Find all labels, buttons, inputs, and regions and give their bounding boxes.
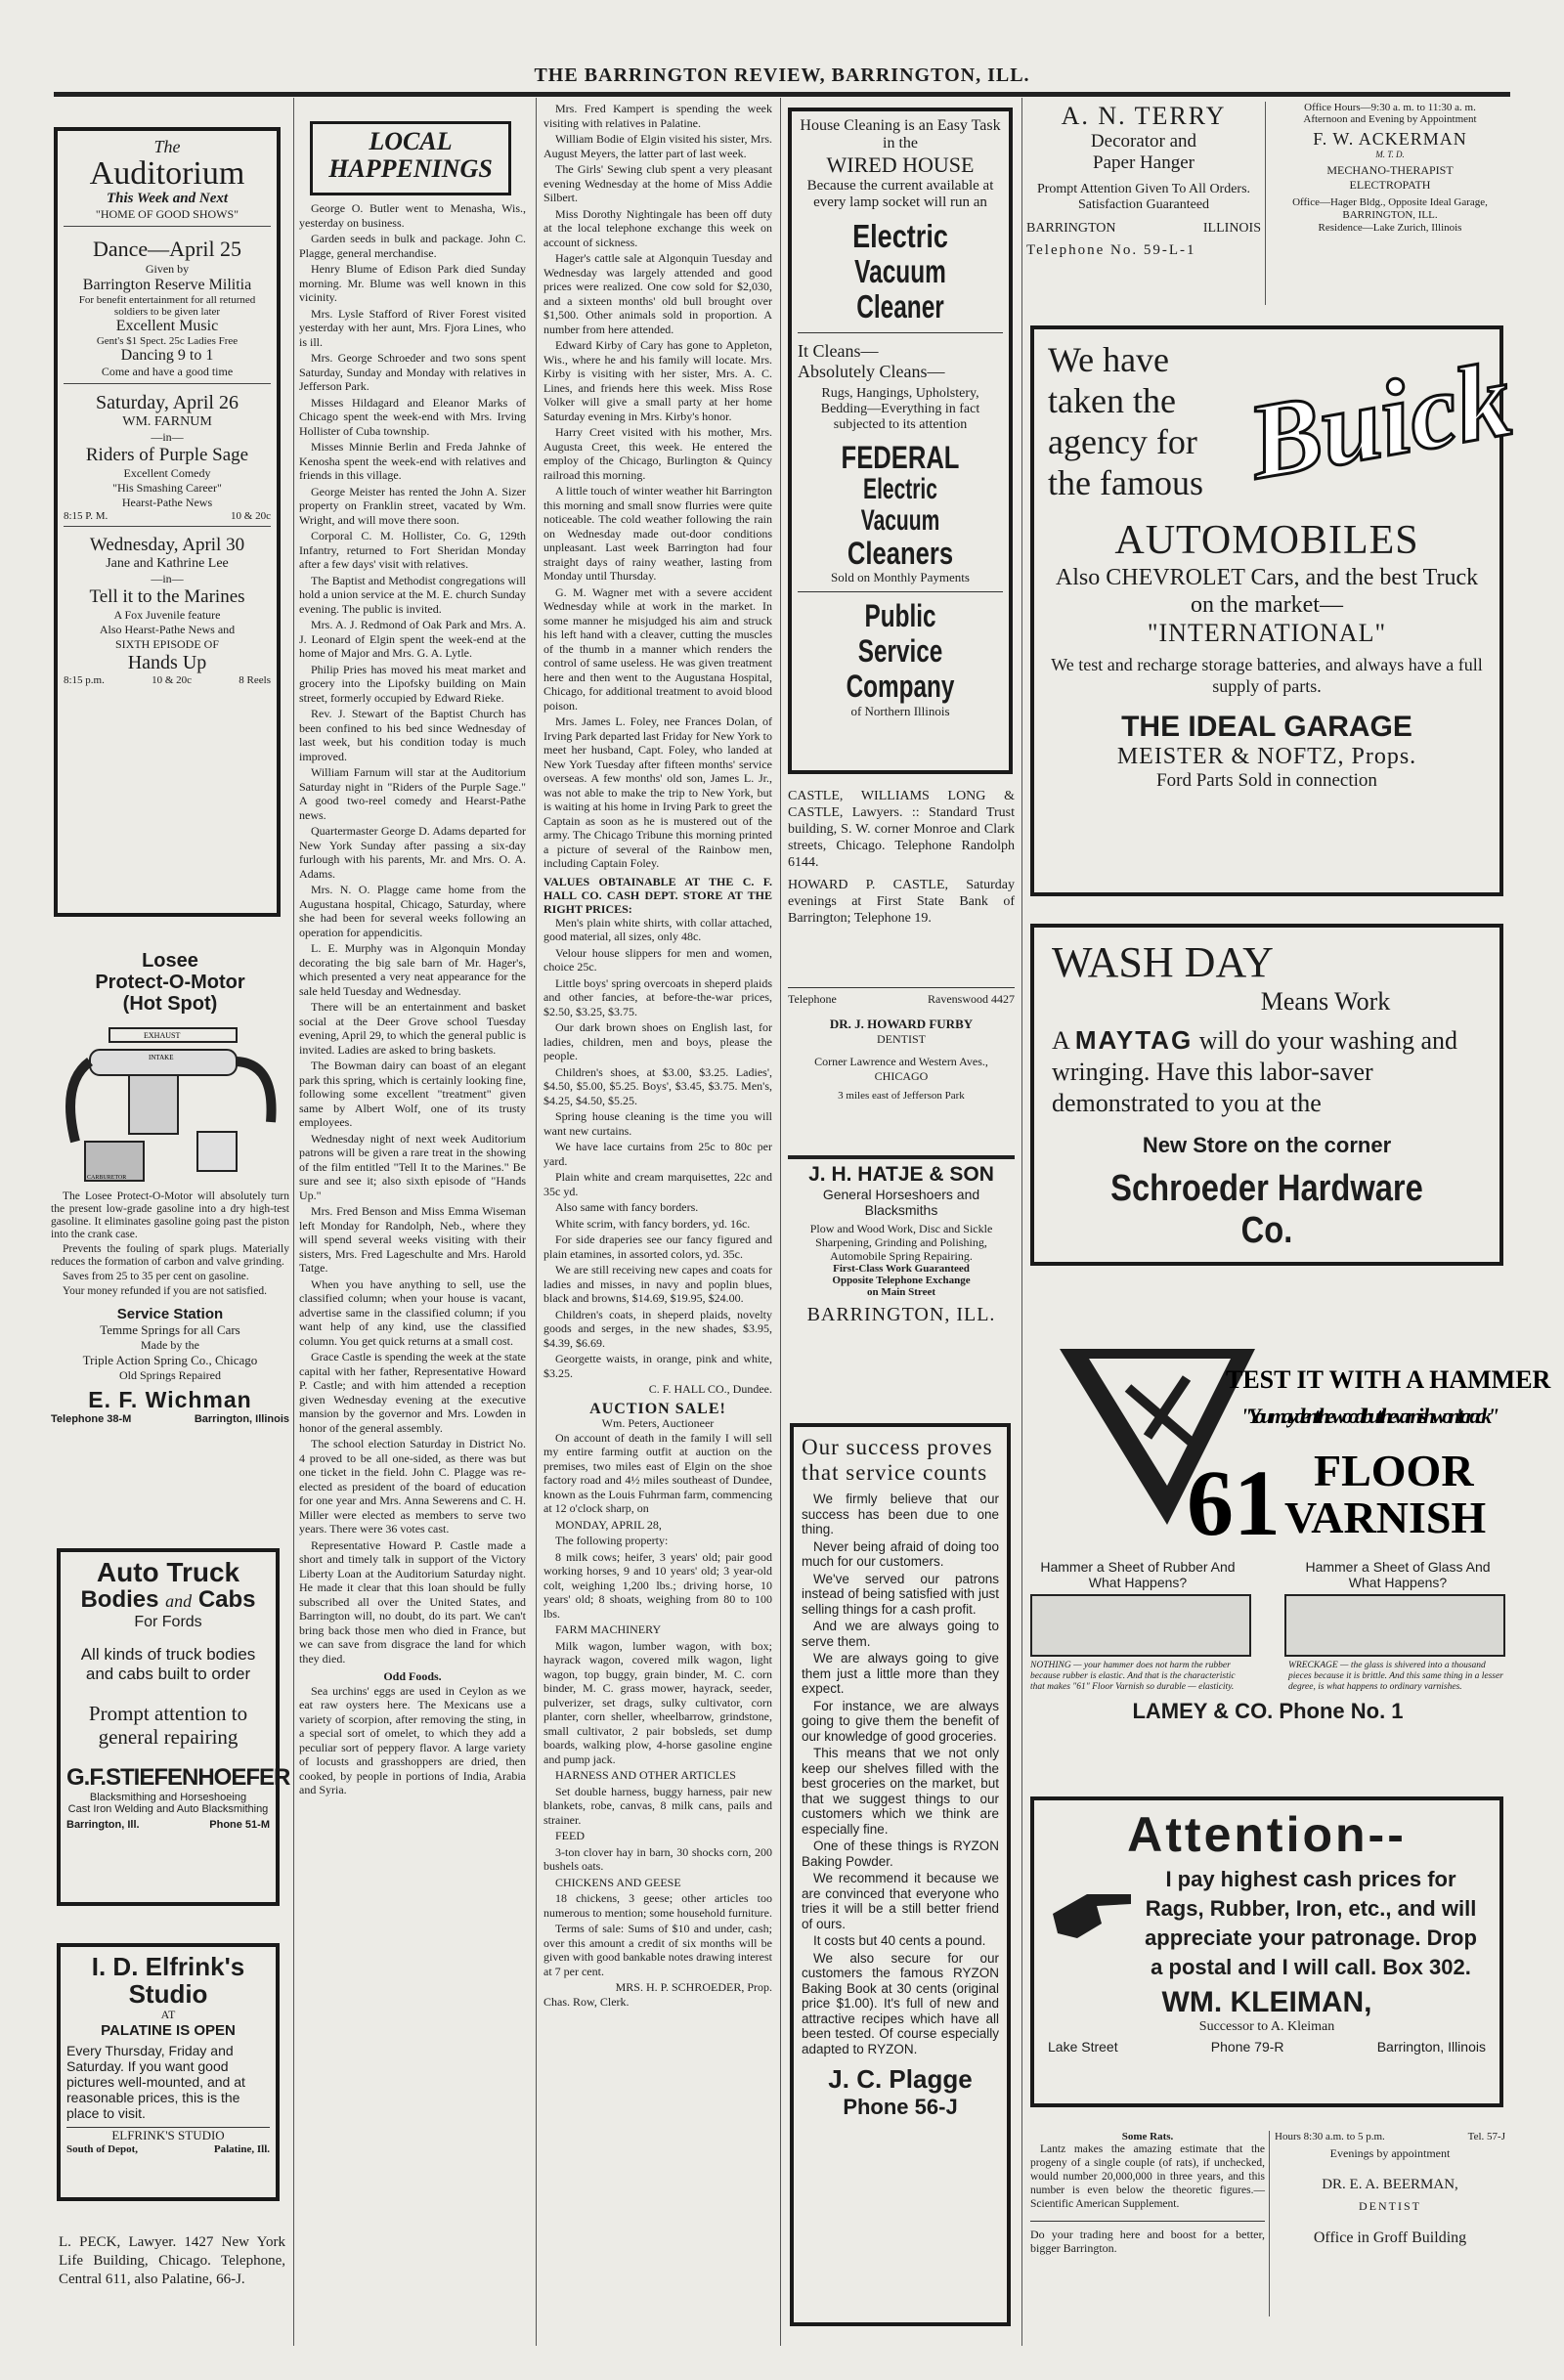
losee-body-3: Saves from 25 to 35 per cent on gasoline.	[63, 1271, 249, 1282]
plagge-paragraph: Never being afraid of doing too much for our customers.	[802, 1538, 999, 1569]
varnish-number: 61	[1187, 1450, 1281, 1555]
happenings-title: HAPPENINGS	[328, 154, 493, 183]
column-divider	[1021, 98, 1022, 2346]
event3-news: Also Hearst-Pathe News and	[99, 623, 236, 636]
service-line-4: Old Springs Repaired	[119, 1368, 221, 1382]
news-paragraph: Grace Castle is spending the week at the state capital with her father, Representative Howard P. Castle; and with him attended a reception given Wednesday evening at the executive mansion by the governor and Mrs. Lowden in honor of the general assembly.	[299, 1350, 526, 1435]
auction-item: 18 chickens, 3 geese; other articles too numerous to mention; some household furniture.	[543, 1891, 772, 1920]
wash-day: WASH DAY	[1052, 938, 1274, 986]
ackerman-l5: Office—Hager Bldg., Opposite Ideal Garage, BARRINGTON, ILL.	[1292, 196, 1488, 221]
event2-film: Riders of Purple Sage	[85, 445, 249, 465]
auction-item: CHICKENS AND GEESE	[555, 1875, 681, 1889]
terry-card	[1026, 102, 1261, 309]
varnish-q2: Hammer a Sheet of Glass And What Happens?	[1305, 1559, 1491, 1590]
service-line-2: Made by the	[141, 1338, 199, 1352]
wired-l1: House Cleaning is an Easy Task in the	[800, 117, 1001, 151]
event2-star: WM. FARNUM	[122, 414, 212, 429]
wired-l2: WIRED HOUSE	[826, 152, 975, 177]
values-item: Men's plain white shirts, with collar attached, good material, all sizes, only 48c.	[543, 915, 772, 943]
event3-episode: SIXTH EPISODE OF	[114, 637, 219, 651]
label-exhaust: EXHAUST	[144, 1031, 181, 1040]
maytag-ad	[1030, 924, 1503, 1266]
wichman-phone: Telephone 38-M	[51, 1413, 132, 1425]
dance-come: Come and have a good time	[101, 365, 234, 378]
values-item: We have lace curtains from 25c to 80c per yard.	[543, 1140, 772, 1168]
autotruck-line-4: Cast Iron Welding and Auto Blacksmithing	[67, 1803, 269, 1815]
furby-tel: Telephone	[788, 992, 837, 1006]
odd-foods-text: Sea urchins' eggs are used in Ceylon as we eat raw oysters here. The Mexicans use a variety of scorpion, after removing the sting, in a special sort of omelet, to which they add a peculiar sort of peppery flavor. A large variety of locusts and grasshoppers are dried, then cooked, by people in portions of India, Arabia and Syria.	[299, 1683, 526, 1796]
dance-benefit: For benefit entertainment for all returned soldiers to be given later	[78, 294, 256, 318]
ackerman-name: F. W. ACKERMAN	[1313, 129, 1467, 149]
buick-l8: We test and recharge storage batteries, and always have a full supply of parts.	[1051, 655, 1483, 696]
wired-cleans: It Cleans—	[798, 341, 879, 361]
news-paragraph: Mrs. A. J. Redmond of Oak Park and Mrs. A. J. Leonard of Elgin spent the week-end at the home of Major and Mrs. G. A. Lytle.	[299, 618, 526, 660]
kleiman-name: WM. KLEIMAN,	[1161, 1986, 1372, 2018]
buick-automobiles: AUTOMOBILES	[1114, 518, 1419, 563]
auction-title: AUCTION SALE!	[589, 1400, 726, 1417]
maytag-brand: MAYTAG	[1074, 1025, 1194, 1055]
news-paragraph: Miss Dorothy Nightingale has been off duty at the local telephone exchange this week on account of sickness.	[543, 206, 772, 249]
elfrink-at: AT	[160, 2008, 176, 2021]
maytag-store: New Store on the corner	[1142, 1133, 1392, 1157]
castle-card	[788, 788, 1015, 974]
plagge-name: J. C. Plagge	[828, 2064, 973, 2094]
news-column-3	[543, 102, 772, 2350]
dance-given: Given by	[145, 262, 190, 276]
furby-addr-2: 3 miles east of Jefferson Park	[838, 1090, 965, 1102]
plagge-paragraph: We firmly believe that our success has been due to one thing.	[802, 1492, 999, 1536]
schroeder-hardware: Schroeder Hardware Co.	[1110, 1168, 1423, 1251]
hatje-name: J. H. HATJE & SON	[808, 1163, 994, 1186]
stiefenhoefer-name: G.F.STIEFENHOEFER	[66, 1764, 290, 1791]
hatje-card	[788, 1155, 1015, 1398]
wired-absolutely: Absolutely Cleans—	[798, 362, 945, 381]
autotruck-cabs: Cabs	[197, 1586, 256, 1613]
wired-l8: Rugs, Hangings, Upholstery, Bedding—Everything in fact subjected to its attention	[820, 386, 980, 432]
hatje-l2: Plow and Wood Work, Disc and Sickle Sharpening, Grinding and Polishing, Automobile Spring Repairing.	[809, 1222, 993, 1263]
news-paragraph: Quartermaster George D. Adams departed for New York Sunday after passing a six-day furlough with his parents, Mr. and Mrs. O. A. Adams.	[299, 824, 526, 881]
auction-item: 8 milk cows; heifer, 3 years' old; pair good working horses, 9 and 10 years' old; 3 year-old colt, weighing 1,200 lbs.; driving horse, 10 years' old; 8 shoats, weighing from 80 to 100 lbs.	[543, 1549, 772, 1621]
auction-item: 3-ton clover hay in barn, 30 shocks corn, 200 bushels oats.	[543, 1844, 772, 1873]
varnish-q1: Hammer a Sheet of Rubber And What Happens?	[1040, 1559, 1236, 1590]
news-paragraph: Mrs. N. O. Plagge came home from the Augustana hospital, Chicago, Saturday, where she had been for several weeks following an operation for appendicitis.	[299, 883, 526, 939]
varnish-floor: FLOOR	[1314, 1446, 1474, 1495]
furby-addr: Corner Lawrence and Western Aves., CHICAGO	[814, 1055, 988, 1083]
event2-in: —in—	[151, 430, 184, 444]
event3-feature: A Fox Juvenile feature	[113, 608, 221, 622]
label-intake: INTAKE	[149, 1054, 174, 1061]
wired-l3: Because the current available at every lamp socket will run an	[806, 178, 994, 210]
news-paragraph: William Bodie of Elgin visited his sister, Mrs. August Meyers, the latter part of last week.	[543, 132, 772, 160]
event3-price: 10 & 20c	[152, 674, 193, 686]
dance-title: Dance—April 25	[92, 237, 242, 261]
varnish-word: VARNISH	[1284, 1493, 1487, 1542]
values-item: Georgette waists, in orange, pink and white, $3.25.	[543, 1352, 772, 1380]
autotruck-fords: For Fords	[134, 1614, 202, 1630]
event3-in: —in—	[151, 572, 184, 585]
auction-sig-2: Chas. Row, Clerk.	[543, 1994, 630, 2009]
ackerman-md: M. T. D.	[1375, 150, 1405, 159]
auction-item: Milk wagon, lumber wagon, with box; hayrack wagon, covered milk wagon, light wagon, top buggy, grain binder, M. C. corn binder, M. C. grass mower, hayrack, seeder, pulverizer, set drags, sulky cultivator, corn planter, corn sheller, wheelbarrow, grindstone, small cultivator, 2 pair bobsleds, set dump boards, walking plow, 4-horse gasoline engine and pump jack.	[543, 1638, 772, 1766]
wichman-name: E. F. Wichman	[88, 1387, 252, 1412]
autotruck-bodies: Bodies	[80, 1586, 159, 1613]
beerman-hours: Hours 8:30 a.m. to 5 p.m.	[1275, 2131, 1385, 2142]
autotruck-title: Auto Truck	[96, 1557, 240, 1587]
event2-time: 8:15 P. M.	[64, 510, 109, 522]
column-divider	[293, 98, 294, 2346]
plagge-paragraph: One of these things is RYZON Baking Powder.	[802, 1839, 999, 1869]
losee-body-4: Your money refunded if you are not satisfied.	[63, 1285, 267, 1297]
news-paragraph: The Girls' Sewing club spent a very pleasant evening Wednesday at the home of Miss Addie Silbert.	[543, 162, 772, 204]
elfrink-title: I. D. Elfrink's	[91, 1952, 245, 1981]
news-paragraph: Harry Creet visited with his mother, Mrs. Augusta Creet, this week. He entered the employ of the Chicago, Burlington & Quincy railroad this morning.	[543, 425, 772, 482]
losee-title-2: Protect-O-Motor	[95, 972, 245, 993]
varnish-c2: WRECKAGE — the glass is shivered into a thousand pieces because it is brittle. And this same thing in a lesser degree, is what happens to ordinary varnishes.	[1288, 1661, 1503, 1692]
news-paragraph: William Farnum will star at the Auditorium Saturday night in "Riders of the Purple Sage." A good two-reel comedy and Hearst-Pathe news.	[299, 765, 526, 822]
auditorium-ad	[54, 127, 281, 917]
kleiman-body: I pay highest cash prices for Rags, Rubber, Iron, etc., and will appreciate your patronage. Drop a postal and I will call. Box 302.	[1145, 1867, 1477, 1979]
values-signature: C. F. HALL CO., Dundee.	[648, 1382, 772, 1396]
meister-noftz: MEISTER & NOFTZ, Props.	[1116, 744, 1417, 769]
values-item: Our dark brown shoes on English last, for ladies, children, men and boys, please the people.	[543, 1020, 772, 1062]
elfrink-body: Every Thursday, Friday and Saturday. If you want good pictures well-mounted, and at reasonable prices, this is the place to visit.	[66, 2043, 245, 2121]
furby-title: DENTIST	[877, 1032, 926, 1046]
service-station: Service Station	[116, 1306, 224, 1322]
auction-sig-1: MRS. H. P. SCHROEDER, Prop.	[615, 1980, 772, 1994]
wired-monthly: Sold on Monthly Payments	[831, 570, 970, 584]
buick-l2: taken the	[1048, 381, 1176, 420]
losee-body-1: The Losee Protect-O-Motor will absolutely turn the present low-grade gasoline into a dry high-test gasoline. It eliminates gasoline going past the piston into the crank case.	[51, 1190, 289, 1240]
auction-item: FARM MACHINERY	[555, 1623, 662, 1636]
means-work: Means Work	[1260, 987, 1391, 1016]
maytag-l3: will do your washing and wringing. Have this labor-saver demonstrated to you at the	[1052, 1026, 1457, 1117]
kleiman-successor: Successor to A. Kleiman	[1198, 2019, 1335, 2034]
varnish-h2: "You may dent the wood but the varnish won't crack"	[1240, 1404, 1499, 1428]
auditorium-tag: "HOME OF GOOD SHOWS"	[95, 207, 239, 221]
wired-company: Company	[846, 669, 955, 704]
beerman-office: Office in Groff Building	[1313, 2229, 1467, 2246]
news-paragraph: Mrs. James L. Foley, nee Frances Dolan, of Irving Park departed last Friday for New York to meet her husband, Capt. Foley, who landed at New York Tuesday after fifteen months' service overseas. A few months' old son, James L. Jr., was not able to make the trip to New York, but is waiting at his home in Irving Park to greet the Captain as soon as he is mustered out of the army. The Chicago Tribune this morning printed a picture of several of the Rainbow men, including Captain Foley.	[543, 714, 772, 870]
plagge-paragraph: We are always going to give them just a little more than they expect.	[802, 1651, 999, 1696]
news-paragraph: The school election Saturday in District No. 4 proved to be all one-sided, as there was but one ticket in the field. John C. Plagge was re-elected as president of the board of education for one year and Mrs. Anna Sewerens and C. H. Miller were elected as members to serve two years. There were 36 votes cast.	[299, 1437, 526, 1536]
service-line-3: Triple Action Spring Co., Chicago	[82, 1353, 258, 1367]
event2-news: Hearst-Pathe News	[121, 496, 213, 509]
news-paragraph: A little touch of winter weather hit Barrington this morning and small snow flurries were quite noticeable. The cold weather following the rain on Wednesday made out-door conditions unpleasant. Last week Barrington had four straight days of rainy weather, lasting from Monday until Thursday.	[543, 484, 772, 583]
event2-title: Saturday, April 26	[96, 392, 239, 413]
auction-item: The following property:	[555, 1534, 669, 1547]
wired-electric-vacuum: Electric Vacuum	[860, 473, 940, 537]
losee-ad	[51, 950, 289, 1527]
wired-electric: Electric	[852, 218, 948, 254]
values-item: Also same with fancy borders.	[555, 1200, 699, 1214]
plagge-paragraph: And we are always going to serve them.	[802, 1619, 999, 1649]
values-item: We are still receiving new capes and coats for ladies and misses, in navy and poplin blues, black and browns, $14.69, $19.95, $24.00.	[543, 1263, 772, 1305]
rats-item	[1030, 2131, 1265, 2326]
ackerman-l1: Office Hours—9:30 a. m. to 11:30 a. m.	[1304, 102, 1476, 113]
beerman-evenings: Evenings by appointment	[1329, 2146, 1451, 2160]
news-paragraph: G. M. Wagner met with a severe accident Wednesday while at work in the market. In some manner he misjudged his aim and struck his left hand with a cleaver, cutting the muscles of the thumb in a manner which renders the control of same useless. He was given treatment here and then went to the Augustana Hospital, Chicago, for additional treatment to avoid blood poison.	[543, 584, 772, 713]
auction-item: HARNESS AND OTHER ARTICLES	[555, 1768, 736, 1782]
event2-comedy-title: "His Smashing Career"	[112, 481, 222, 495]
autotruck-ad	[57, 1548, 290, 1906]
elfrink-ad	[57, 1943, 280, 2201]
peck-card: L. PECK, Lawyer. 1427 New York Life Building, Chicago. Telephone, Central 611, also Palatine, 66-J.	[59, 2234, 285, 2287]
ackerman-l6: Residence—Lake Zurich, Illinois	[1318, 222, 1462, 234]
kleiman-ad	[1030, 1796, 1503, 2107]
label-carburetor: CARBURETOR	[87, 1175, 127, 1181]
beerman-card	[1275, 2131, 1505, 2326]
ackerman-l3: MECHANO-THERAPIST	[1326, 163, 1454, 177]
news-paragraph: There will be an entertainment and basket social at the Deer Grove school Tuesday evening, April 29, to which the general public is invited. Ladies are asked to bring baskets.	[299, 1000, 526, 1057]
losee-title-3: (Hot Spot)	[122, 993, 218, 1015]
news-paragraph: Edward Kirby of Cary has gone to Appleton, Wis., where he and his family will locate. Mrs. Kirby is visiting with her sister, Mrs. A. C. Lines, and friends here this week. Miss Rose Volker will give a small party at her home Saturday evening in Mrs. Kirby's honor.	[543, 338, 772, 423]
buick-l6: Also CHEVROLET Cars, and the best Truck on the market—	[1055, 565, 1479, 618]
glass-illustration	[1284, 1594, 1505, 1657]
beerman-title: DENTIST	[1359, 2199, 1421, 2213]
dance-music: Excellent Music	[115, 318, 219, 334]
auction-item: FEED	[555, 1829, 585, 1842]
varnish-c1: NOTHING — your hammer does not harm the rubber because rubber is elastic. And that is the characteristic that makes "61" Floor Varnish so durable — elasticity.	[1030, 1661, 1236, 1692]
news-paragraph: Mrs. Lysle Stafford of River Forest visited yesterday with her aunt, Mrs. Fjora Lines, who is ill.	[299, 306, 526, 349]
news-paragraph: Representative Howard P. Castle made a short and timely talk in support of the Victory Liberty Loan at the Auditorium Saturday night. He made it clear that this loan should be fully subscribed all over the United States, and Barrington will, no doubt, do its part. We can't bring back those men who died in France, but we can save from disgrace the land for which they died.	[299, 1537, 526, 1666]
plagge-paragraph: It costs but 40 cents a pound.	[813, 1933, 986, 1948]
local-happenings-header	[310, 121, 511, 195]
furby-number: Ravenswood 4427	[928, 992, 1015, 1006]
plagge-paragraph: This means that we not only keep our shelves filled with the best groceries on the market, but that we suggest things to our customers which we think are especially fine.	[802, 1746, 999, 1837]
hatje-l4: Opposite Telephone Exchange	[832, 1275, 971, 1286]
buick-l4: the famous	[1048, 463, 1203, 502]
event3-reels: 8 Reels	[239, 674, 271, 686]
auction-item: MONDAY, APRIL 28,	[555, 1517, 662, 1532]
news-paragraph: When you have anything to sell, use the classified column; when your house is vacant, advertise same in the classified column; if you want help of any kind, use the classified column. You get quick returns at a small cost.	[299, 1277, 526, 1348]
values-item: Spring house cleaning is the time you will want new curtains.	[543, 1109, 772, 1138]
plagge-paragraph: We've served our patrons instead of being satisfied with just selling things for a cash profit.	[802, 1571, 999, 1617]
event3-time: 8:15 p.m.	[64, 674, 105, 686]
news-paragraph: Misses Hildagard and Eleanor Marks of Chicago spent the week-end with Mrs. Irving Hollister of Cuba township.	[299, 395, 526, 438]
auction-item: On account of death in the family I will sell my entire farming outfit at auction on the premises, two miles east of Elgin on the shoe factory road and 4½ miles southeast of Dundee, known as the Louis Fuhrman farm, commencing at 12 o'clock sharp, on	[543, 1430, 772, 1515]
rats-text: Lantz makes the amazing estimate that the progeny of a single couple (of rats), if unchecked, would number 20,000,000 in three years, and this number is even below the theoretic figures.—Scientific American Supplement.	[1030, 2143, 1265, 2210]
furby-card	[788, 987, 1015, 1148]
event3-title: Wednesday, April 30	[89, 535, 245, 555]
news-paragraph: Mrs. Fred Benson and Miss Emma Wiseman left Monday for Randolph, Neb., where they will spend several weeks visiting with their sisters, Mrs. Fred Lageschulte and Mrs. Harold Tatge.	[299, 1204, 526, 1275]
autotruck-line-2: Prompt attention to general repairing	[88, 1702, 248, 1749]
news-paragraph: Rev. J. Stewart of the Baptist Church has been confined to his bed since Wednesday of last week, but his condition today is much improved.	[299, 707, 526, 763]
maytag-a: A	[1052, 1026, 1069, 1055]
auditorium-the: The	[153, 137, 181, 156]
beerman-tel: Tel. 57-J	[1467, 2131, 1505, 2142]
rats-boost: Do your trading here and boost for a better, bigger Barrington.	[1030, 2221, 1265, 2255]
masthead: THE BARRINGTON REVIEW, BARRINGTON, ILL.	[534, 65, 1030, 86]
values-item: Little boys' spring overcoats in sheperd plaids and other fancies, at before-the-war prices, $2.50, $3.25, $3.75.	[543, 975, 772, 1018]
autotruck-and: and	[165, 1591, 193, 1611]
news-paragraph: Henry Blume of Edison Park died Sunday morning. Mr. Blume was well known in this vicinity.	[299, 262, 526, 304]
kleiman-street: Lake Street	[1048, 2039, 1118, 2055]
losee-body-2: Prevents the fouling of spark plugs. Materially reduces the formation of carbon and valve grinding.	[51, 1243, 289, 1268]
buick-l1: We have	[1048, 340, 1170, 379]
autotruck-phone: Phone 51-M	[209, 1819, 270, 1831]
plagge-paragraph: For instance, we are always going to give them the benefit of our knowledge of good groceries.	[802, 1698, 999, 1744]
values-item: White scrim, with fancy borders, yd. 16c.	[555, 1216, 751, 1231]
engine-manifold-illustration	[51, 1015, 289, 1186]
varnish-h1: TEST IT WITH A HAMMER	[1226, 1365, 1551, 1394]
news-paragraph: Philip Pries has moved his meat market and grocery into the Lipofsky building on Main street, formerly occupied by Edward Rieke.	[299, 662, 526, 705]
auditorium-name: Auditorium	[89, 155, 245, 192]
wired-northern-illinois: of Northern Illinois	[850, 704, 950, 718]
event3-film: Tell it to the Marines	[89, 586, 245, 607]
hatje-l1: General Horseshoers and Blacksmiths	[822, 1187, 980, 1218]
buick-l3: agency for	[1048, 422, 1197, 461]
terry-town: BARRINGTON	[1026, 221, 1116, 236]
plagge-phone: Phone 56-J	[843, 2095, 958, 2119]
buick-international: "INTERNATIONAL"	[1147, 619, 1387, 647]
hatje-town: BARRINGTON, ILL.	[806, 1304, 996, 1325]
losee-title: Losee	[142, 950, 198, 972]
terry-state: ILLINOIS	[1202, 221, 1261, 236]
autotruck-town: Barrington, Ill.	[66, 1819, 140, 1831]
news-paragraph: George Meister has rented the John A. Sizer property on Franklin street, vacated by Wm. Wright, and will move there soon.	[299, 484, 526, 527]
plagge-paragraph: We recommend it because we are convinced that everyone who tries it will be a still better friend of ours.	[802, 1871, 999, 1931]
terry-tel: Telephone No. 59-L-1	[1026, 242, 1196, 258]
varnish-ad	[1030, 1329, 1551, 1759]
values-item: Children's shoes, at $3.00, $3.25. Ladies', $4.50, $5.00, $5.25. Boys', $3.45, $3.75. Men's, $4.25, $4.50, $5.25.	[543, 1064, 772, 1107]
auction-item: Set double harness, buggy harness, pair new blankets, robe, canvas, 8 milk cans, pails and strainer.	[543, 1784, 772, 1827]
news-paragraph: The Bowman dairy can boast of an elegant park this spring, which is certainly looking fine, following some excellent "treatment" given same by Albert Wolf, one of its trusty employees.	[299, 1059, 526, 1129]
hatje-l3: First-Class Work Guaranteed	[833, 1263, 970, 1275]
news-paragraph: George O. Butler went to Menasha, Wis., yesterday on business.	[299, 201, 526, 230]
elfrink-studio: Studio	[128, 1979, 208, 2009]
event3-stars: Jane and Kathrine Lee	[106, 556, 229, 571]
lamey-signature: LAMEY & CO. Phone No. 1	[1132, 1699, 1404, 1723]
values-item: For side draperies see our fancy figured and plain etamines, in assorted colors, yd. 35c.	[543, 1233, 772, 1261]
pointing-hand-icon	[1048, 1865, 1136, 1953]
values-title: VALUES OBTAINABLE AT THE C. F. HALL CO. CASH DEPT. STORE AT THE RIGHT PRICES:	[543, 874, 772, 916]
masthead-rule	[54, 92, 1510, 97]
elfrink-loc-1: South of Depot,	[66, 2143, 139, 2155]
auditorium-sub: This Week and Next	[106, 191, 229, 206]
news-paragraph: Wednesday night of next week Auditorium patrons will be given a rare treat in the showing of the film entitled "Tell It to the Marines." Be sure and see it; also sixth episode of "Hands Up."	[299, 1131, 526, 1202]
rats-title: Some Rats.	[1121, 2131, 1174, 2142]
elfrink-loc-2: Palatine, Ill.	[213, 2143, 270, 2155]
terry-name: A. N. TERRY	[1061, 102, 1227, 130]
wichman-town: Barrington, Illinois	[194, 1413, 289, 1425]
service-line-1: Temme Springs for all Cars	[100, 1322, 240, 1337]
kleiman-town: Barrington, Illinois	[1376, 2039, 1486, 2055]
autotruck-line-3: Blacksmithing and Horseshoeing	[89, 1792, 247, 1803]
hatje-l5: on Main Street	[866, 1286, 936, 1298]
local-title: LOCAL	[369, 127, 453, 155]
terry-l1: Decorator and	[1090, 131, 1197, 151]
local-happenings-column	[299, 201, 526, 2313]
plagge-paragraph: We also secure for our customers the famous RYZON Baking Book at 30 cents (original price $1.00). It's full of new and attractive recipes which have all been tested. Of course especially adapted to RYZON.	[802, 1950, 999, 2056]
event2-comedy: Excellent Comedy	[123, 466, 211, 480]
ackerman-l4: ELECTROPATH	[1349, 178, 1431, 192]
news-paragraph: The Baptist and Methodist congregations will hold a union service at the M. E. church Sunday evening. The public is invited.	[299, 573, 526, 616]
terry-l2: Paper Hanger	[1093, 152, 1195, 173]
elfrink-signature: ELFRINK'S STUDIO	[66, 2127, 270, 2143]
castle-text: CASTLE, WILLIAMS LONG & CASTLE, Lawyers. :: Standard Trust building, S. W. corner Monroe and Clark streets, Chicago. Telephone Randolph 6144.	[788, 789, 1015, 870]
buick-logo: Buick	[1239, 338, 1520, 502]
kleiman-phone: Phone 79-R	[1210, 2039, 1284, 2055]
wired-cleaners: Cleaners	[847, 536, 954, 571]
auctioneer: Wm. Peters, Auctioneer	[601, 1416, 715, 1430]
ackerman-l2: Afternoon and Evening by Appointment	[1303, 113, 1477, 125]
ackerman-card	[1271, 102, 1509, 309]
autotruck-line-1: All kinds of truck bodies and cabs built to order	[80, 1645, 256, 1683]
event2-price: 10 & 20c	[231, 510, 271, 522]
wired-public-service: Public Service	[857, 598, 943, 669]
news-paragraph: Mrs. Fred Kampert is spending the week visiting with relatives in Palatine.	[543, 102, 772, 130]
news-paragraph: L. E. Murphy was in Algonquin Monday decorating the big sale barn of Mr. Hager's, which presented a very neat appearance for the sale held Tuesday and Wednesday.	[299, 941, 526, 998]
beerman-name: DR. E. A. BEERMAN,	[1322, 2177, 1458, 2192]
wired-vacuum-cleaner: Vacuum Cleaner	[854, 253, 946, 325]
furby-name: DR. J. HOWARD FURBY	[829, 1017, 974, 1031]
plagge-title: Our success proves that service counts	[802, 1435, 993, 1485]
varnish-header-graphic	[1030, 1329, 1551, 1555]
terry-l3: Prompt Attention Given To All Orders. Satisfaction Guaranteed	[1036, 182, 1251, 212]
wired-house-ad	[788, 108, 1013, 774]
odd-foods-title: Odd Foods.	[383, 1669, 442, 1683]
news-paragraph: Mrs. George Schroeder and two sons spent Saturday, Sunday and Monday with relatives in Jefferson Park.	[299, 351, 526, 393]
column-divider	[780, 98, 781, 2346]
buick-ad	[1030, 325, 1520, 896]
wired-federal: FEDERAL	[841, 440, 960, 475]
news-paragraph: Corporal C. M. Hollister, Co. G, 129th Infantry, returned to Fort Sheridan Monday after a few days' visit with relatives.	[299, 529, 526, 571]
column-divider	[536, 98, 537, 2346]
dance-hours: Dancing 9 to 1	[120, 347, 214, 364]
news-paragraph: Misses Minnie Berlin and Freda Jahnke of Kenosha spent the week-end with relatives and friends in this village.	[299, 440, 526, 482]
elfrink-open: PALATINE IS OPEN	[101, 2022, 236, 2039]
values-item: Children's coats, in sheperd plaids, novelty goods and serges, in the new shades, $3.95, $4.39, $6.69.	[543, 1307, 772, 1350]
plagge-ad	[790, 1423, 1011, 2326]
rubber-illustration	[1030, 1594, 1251, 1657]
dance-militia: Barrington Reserve Militia	[82, 277, 252, 293]
castle-text-2: HOWARD P. CASTLE, Saturday evenings at First State Bank of Barrington; Telephone 19.	[788, 878, 1015, 926]
attention-title: Attention--	[1127, 1807, 1407, 1862]
ideal-garage: THE IDEAL GARAGE	[1121, 711, 1412, 743]
news-paragraph: Garden seeds in bulk and package. John C. Plagge, general merchandise.	[299, 232, 526, 260]
auction-item: Terms of sale: Sums of $10 and under, cash; over this amount a credit of six months will be given with good bankable notes drawing interest at 7 per cent.	[543, 1922, 772, 1978]
event3-serial: Hands Up	[127, 652, 207, 673]
values-item: Plain white and cream marquisettes, 22c and 35c yd.	[543, 1170, 772, 1198]
values-item: Velour house slippers for men and women, choice 25c.	[543, 945, 772, 974]
dance-prices: Gent's $1 Spect. 25c Ladies Free	[96, 335, 239, 347]
news-paragraph: Hager's cattle sale at Algonquin Tuesday and Wednesday was largely attended and good prices were realized. One cow sold for $2,030, and a sixteen months' old bull brought over $1,500. Other animals sold in proportion. A number from here attended.	[543, 251, 772, 336]
ford-parts: Ford Parts Sold in connection	[1156, 770, 1377, 791]
